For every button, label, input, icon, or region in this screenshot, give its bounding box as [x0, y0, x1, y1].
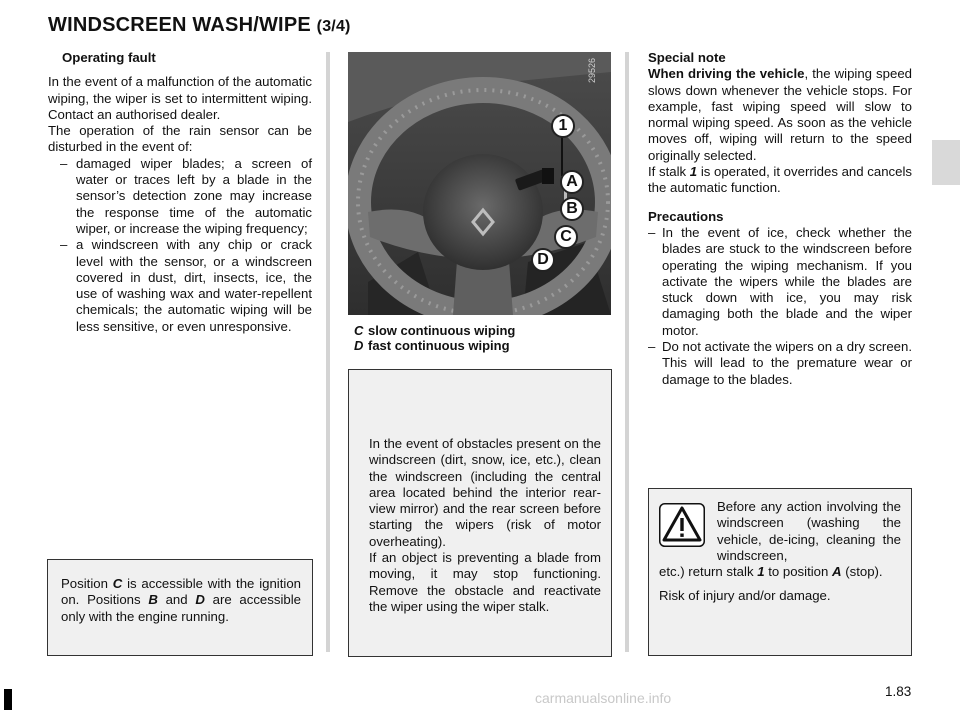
title-part-indicator: (3/4) [316, 18, 351, 35]
column-divider-left [326, 52, 330, 652]
callout-a: A [560, 170, 584, 194]
special-note-lead: When driving the vehicle [648, 66, 805, 82]
position-note-text [61, 576, 301, 625]
list-item [48, 156, 312, 237]
operating-fault-heading: Operating fault [62, 50, 156, 65]
figure-caption [354, 323, 515, 353]
override-text-part: If stalk [648, 164, 690, 180]
caption-text: slow continuous wiping [368, 323, 516, 338]
obstacles-note-box [348, 369, 612, 657]
page-number: 1.83 [885, 684, 912, 699]
right-column [648, 50, 912, 388]
warning-triangle-icon [659, 503, 705, 547]
special-note-text: , the wiping speed slows down whenever the vehicle stops. For example, fast wiping speed will slow to normal wiping speed. As soon as the vehicle moves off, wiping will return to the speed originally selected. [648, 66, 912, 163]
position-key-a: A [832, 564, 842, 580]
position-key-c: C [112, 576, 123, 591]
list-item-text: a windscreen with any chip or crack level with the sensor, or a windscreen covered in dust, dirt, insects, ice, the use of washing wax and water-repellent chemicals; the automatic wiping will be less sensitive, or even unresponsive. [76, 237, 312, 334]
list-item-text: damaged wiper blades; a screen of water or traces left by a blade in the sensor’s detection zone may increase the response time of the automatic wiper, or increase the wiping frequency; [76, 155, 312, 236]
page-edge-marker [4, 689, 12, 710]
list-item-text: Do not activate the wipers on a dry screen. This will lead to the premature wear or damage to the blades. [662, 339, 912, 387]
note-text-part: is accessible with the ignition on. Positions [61, 576, 301, 608]
caption-key: D [354, 338, 364, 353]
list-item [648, 339, 912, 388]
stalk-key: 1 [757, 564, 765, 580]
caption-key: C [354, 323, 364, 338]
caption-row [354, 323, 515, 338]
precautions-heading: Precautions [648, 208, 724, 224]
warning-text: Before any action involving the windscreen (washing the vehicle, de-icing, cleaning the windscreen, [717, 499, 901, 563]
left-column [48, 50, 312, 335]
caption-row [354, 338, 515, 353]
page-title [48, 14, 351, 37]
figure-reference-number: 29526 [587, 58, 597, 84]
warning-text-part: etc.) return stalk [659, 564, 758, 580]
risk-statement: Risk of injury and/or damage. [659, 588, 831, 604]
caption-text: fast continuous wiping [368, 338, 510, 353]
watermark: carmanualsonline.info [535, 690, 672, 706]
list-item [648, 225, 912, 339]
position-key-b: B [148, 592, 158, 608]
list-dash: – [60, 237, 68, 253]
column-divider-right [625, 52, 629, 652]
list-dash: – [648, 339, 656, 355]
stalk-override-paragraph [648, 164, 912, 197]
list-item-text: In the event of ice, check whether the blades are stuck to the windscreen before operating the wiping mechanism. If you activate the wipers while the blades are stuck down with ice, you may risk damaging both the blade and the wiper motor. [662, 224, 912, 338]
note-text-part: Position [61, 576, 113, 591]
warning-box [648, 488, 912, 656]
steering-wheel-illustration [348, 52, 611, 315]
blocked-blade-paragraph: If an object is preventing a blade from moving, it may stop functioning. Remove the obstacle and reactivate the wiper using the wiper stalk. [369, 550, 601, 614]
position-note-box [47, 559, 313, 656]
callout-c: C [554, 225, 578, 249]
warning-text-part: to position [764, 564, 833, 580]
warning-continuation [659, 564, 901, 580]
override-text-part: is operated, it overrides and cancels the automatic function. [648, 164, 912, 196]
special-note-heading: Special note [648, 50, 726, 65]
stalk-key: 1 [689, 164, 698, 180]
malfunction-paragraph: In the event of a malfunction of the automatic wiping, the wiper is set to intermittent wiping. Contact an authorised dealer. [48, 74, 312, 122]
title-text: WINDSCREEN WASH/WIPE [48, 14, 311, 36]
position-key-d: D [195, 592, 205, 608]
section-tab-marker [932, 140, 960, 185]
note-text-part: and [157, 592, 196, 608]
warning-text-part: (stop). [841, 564, 883, 580]
rain-sensor-paragraph: The operation of the rain sensor can be disturbed in the event of: [48, 123, 312, 155]
special-note-paragraph [648, 66, 912, 164]
list-dash: – [648, 224, 656, 240]
list-item [48, 237, 312, 335]
list-dash: – [60, 155, 68, 171]
callout-1: 1 [551, 114, 575, 138]
obstacles-paragraph: In the event of obstacles present on the windscreen (dirt, snow, ice, etc.), clean the windscreen (including the central area located behind the interior rear-view mirror) and the rear screen before starting the wipers (risk of motor overheating). [369, 436, 601, 549]
callout-b: B [560, 197, 584, 221]
note-text-part: are accessible only with the engine running. [61, 592, 301, 624]
callout-d: D [531, 248, 555, 272]
